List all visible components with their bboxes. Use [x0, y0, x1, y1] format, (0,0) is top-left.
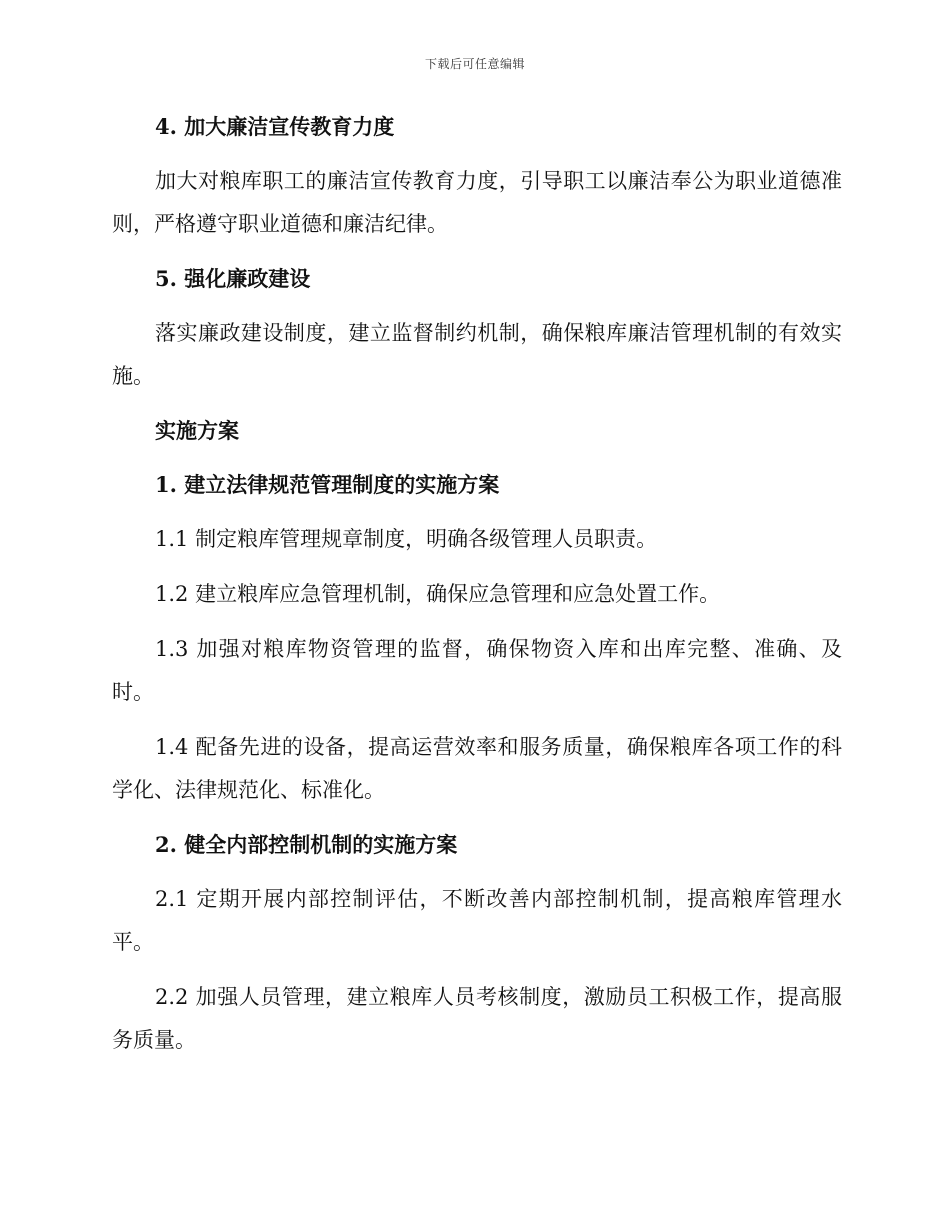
- paragraph: 1.4 配备先进的设备，提高运营效率和服务质量，确保粮库各项工作的科学化、法律规范化、标准化。: [112, 735, 842, 802]
- subsection-heading-2: 2. 健全内部控制机制的实施方案: [155, 832, 458, 857]
- document-body: [112, 106, 842, 1062]
- section-heading-implementation: 实施方案: [155, 418, 239, 443]
- paragraph: 落实廉政建设制度，建立监督制约机制，确保粮库廉洁管理机制的有效实施。: [112, 321, 842, 388]
- paragraph: 2.1 定期开展内部控制评估，不断改善内部控制机制，提高粮库管理水平。: [112, 887, 842, 954]
- paragraph: 1.3 加强对粮库物资管理的监督，确保物资入库和出库完整、准确、及时。: [112, 637, 842, 704]
- paragraph: 2.2 加强人员管理，建立粮库人员考核制度，激励员工积极工作，提高服务质量。: [112, 985, 842, 1052]
- header-note: 下载后可任意编辑: [424, 57, 525, 71]
- paragraph: 1.1 制定粮库管理规章制度，明确各级管理人员职责。: [155, 527, 658, 551]
- section-heading-4: 4. 加大廉洁宣传教育力度: [155, 114, 395, 139]
- section-heading-5: 5. 强化廉政建设: [155, 266, 311, 291]
- paragraph: 1.2 建立粮库应急管理机制，确保应急管理和应急处置工作。: [155, 582, 721, 606]
- paragraph: 加大对粮库职工的廉洁宣传教育力度，引导职工以廉洁奉公为职业道德准则，严格遵守职业道德和廉洁纪律。: [112, 169, 842, 236]
- subsection-heading-1: 1. 建立法律规范管理制度的实施方案: [155, 472, 500, 497]
